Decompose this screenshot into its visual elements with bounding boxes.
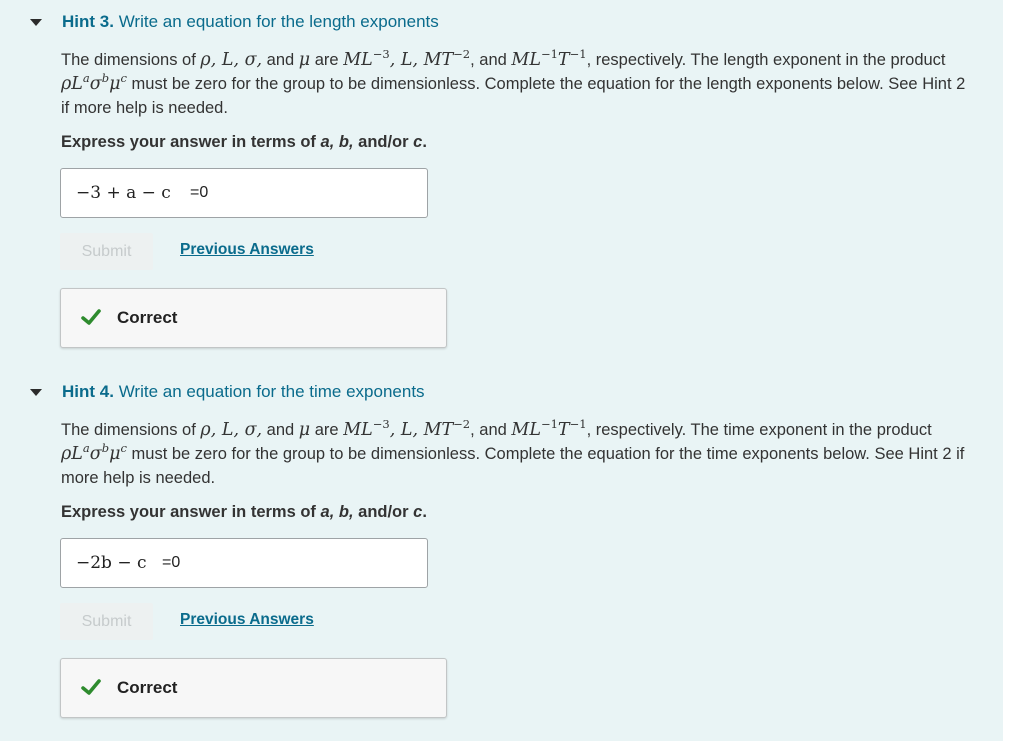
answer-instruction: Express your answer in terms of a, b, and/or c. <box>61 133 427 151</box>
answer-instruction: Express your answer in terms of a, b, and/or c. <box>61 503 427 521</box>
submit-button[interactable]: Submit <box>60 233 153 270</box>
hint-title: Write an equation for the time exponents <box>118 382 425 401</box>
submit-button[interactable]: Submit <box>60 603 153 640</box>
answer-expression: −3 + a − c <box>76 183 171 203</box>
answer-expression: −2b − c <box>76 553 147 573</box>
hint-4-header[interactable] <box>62 382 425 402</box>
hint-number: Hint 3. <box>62 12 114 31</box>
answer-equals: =0 <box>190 184 209 201</box>
hint-title: Write an equation for the length exponents <box>118 12 439 31</box>
hint-3-description: The dimensions of ρ, L, σ, and μ are $ML^{-3}$, L, $MT^{-2}$, and $ML^{-1}T^{-1}$, respectively. The length exponent in the product $\rho L^a\sigma^b\mu^c$ must be zero for the group to be dimensionless. Complete the equation for the length exponents below. See Hint 2 if more help is needed. <box>61 47 966 117</box>
collapse-caret-icon[interactable] <box>30 389 42 396</box>
answer-field[interactable] <box>60 168 428 218</box>
feedback-box <box>60 658 447 718</box>
feedback-label: Correct <box>117 678 178 697</box>
check-icon <box>81 677 101 697</box>
answer-field[interactable] <box>60 538 428 588</box>
check-icon <box>81 307 101 327</box>
previous-answers-link[interactable]: Previous Answers <box>180 241 314 258</box>
previous-answers-link[interactable]: Previous Answers <box>180 611 314 628</box>
hint-4-description: The dimensions of ρ, L, σ, and μ are $ML^{-3}$, L, $MT^{-2}$, and $ML^{-1}T^{-1}$, respectively. The time exponent in the product $\rho L^a\sigma^b\mu^c$ must be zero for the group to be dimensionless. Complete the equation for the time exponents below. See Hint 2 if more help is needed. <box>61 417 965 487</box>
hint-number: Hint 4. <box>62 382 114 401</box>
feedback-label: Correct <box>117 308 178 327</box>
hint-3-header[interactable] <box>62 12 439 32</box>
feedback-box <box>60 288 447 348</box>
answer-equals: =0 <box>162 554 181 571</box>
collapse-caret-icon[interactable] <box>30 19 42 26</box>
